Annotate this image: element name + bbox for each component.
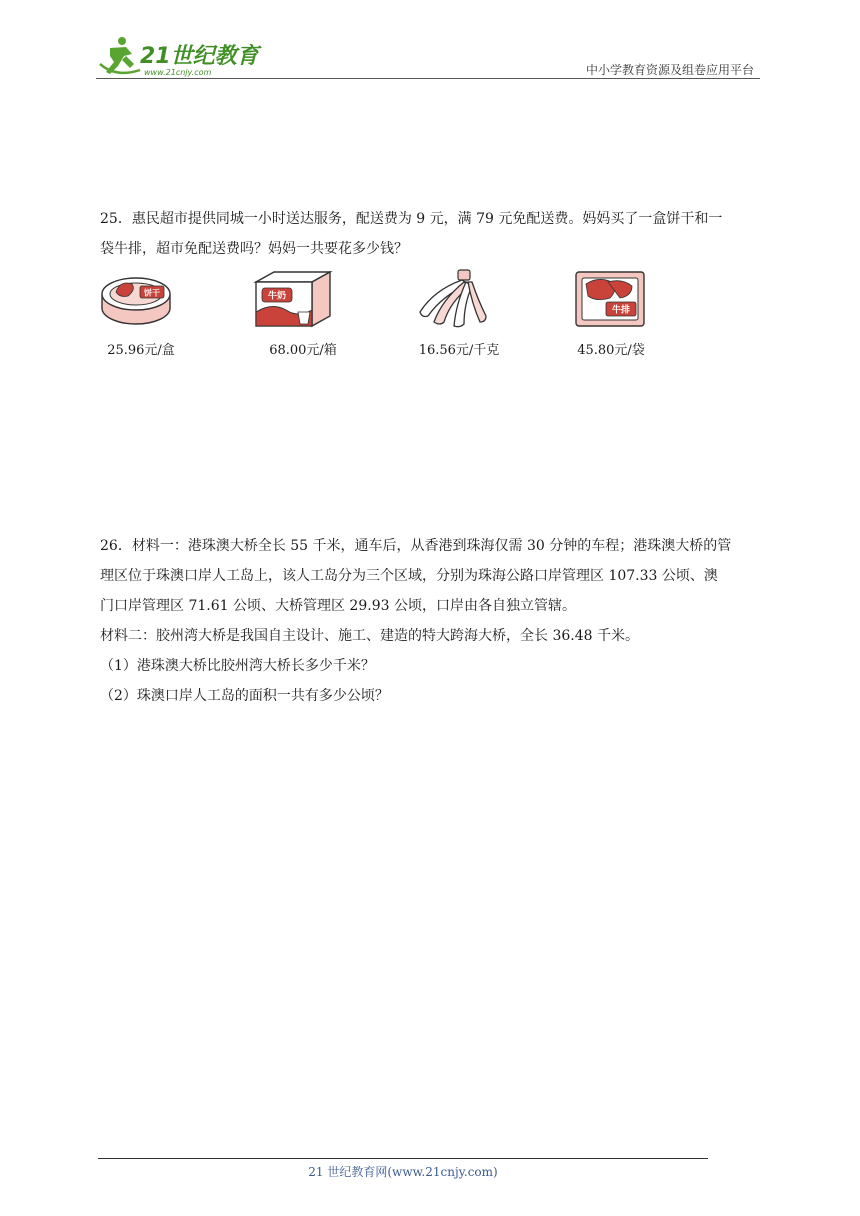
footer-divider [98,1158,708,1159]
product-price: 45.80元/袋 [577,343,645,358]
footer-text[interactable]: 21 世纪教育网(www.21cnjy.com) [308,1165,498,1179]
product-milk [248,268,358,364]
svg-text:21世纪教育: 21世纪教育 [140,44,259,69]
page-header [96,28,760,80]
product-cookies [98,268,208,364]
header-divider [96,78,760,79]
logo-icon [96,34,266,78]
product-list [98,268,678,364]
question-26-line-1: 26．材料一：港珠澳大桥全长 55 千米，通车后，从香港到珠海仅需 30 分钟的车程；港珠澳大桥的管 [100,538,732,554]
milk-box-icon [252,268,336,332]
question-26-line-3: 门口岸管理区 71.61 公顷、大桥管理区 29.93 公顷，口岸由各自独立管辖。 [100,598,576,614]
product-price: 16.56元/千克 [418,343,500,358]
product-bananas [404,268,514,364]
cookie-tin-icon [100,268,176,332]
question-26-line-2: 理区位于珠澳口岸人工岛上，该人工岛分为三个区域，分别为珠海公路口岸管理区 107.33 公顷、澳 [100,568,718,584]
banana-icon [414,268,498,332]
svg-text:饼干: 饼干 [144,288,160,298]
question-26-sub-1: （1）港珠澳大桥比胶州湾大桥长多少千米？ [100,658,375,674]
question-25 [100,204,766,264]
svg-text:牛奶: 牛奶 [267,291,287,302]
question-25-line-2: 袋牛排，超市免配送费吗？妈妈一共要花多少钱？ [100,241,408,257]
question-25-line-1: 25．惠民超市提供同城一小时送达服务，配送费为 9 元，满 79 元免配送费。妈妈买了一盒饼干和一 [100,211,723,227]
svg-text:www.21cnjy.com: www.21cnjy.com [144,68,212,77]
steak-bag-icon [572,268,652,332]
question-26 [100,531,766,711]
header-tagline: 中小学教育资源及组卷应用平台 [585,63,754,77]
question-26-sub-2: （2）珠澳口岸人工岛的面积一共有多少公顷？ [100,688,389,704]
svg-text:牛排: 牛排 [611,305,631,316]
product-price: 68.00元/箱 [269,343,337,358]
question-26-line-4: 材料二：胶州湾大桥是我国自主设计、施工、建造的特大跨海大桥，全长 36.48 千米。 [100,628,639,644]
product-steak [556,268,666,364]
product-price: 25.96元/盒 [107,343,175,358]
